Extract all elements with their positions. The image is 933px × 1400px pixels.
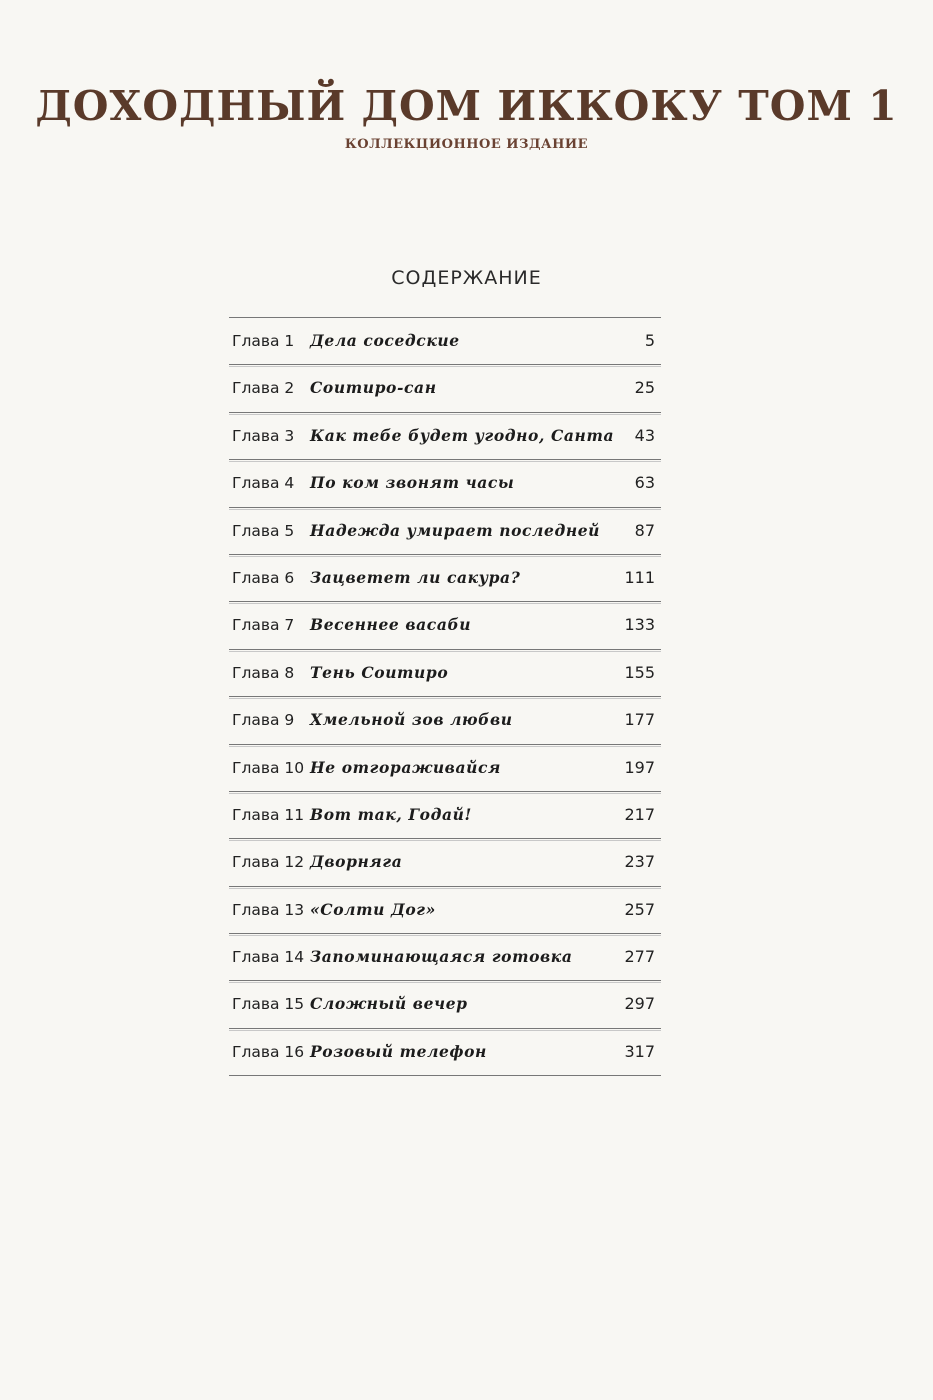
toc-row-chapter-5[interactable] <box>229 508 661 555</box>
toc-row-chapter-14[interactable] <box>229 934 661 981</box>
chapter-label: Глава 15 <box>232 995 305 1014</box>
toc-row-chapter-11[interactable] <box>229 792 661 839</box>
chapter-label: Глава 16 <box>232 1042 305 1061</box>
chapter-label: Глава 1 <box>232 332 295 350</box>
chapter-label: Глава 12 <box>232 853 305 872</box>
chapter-title: По ком звонят часы <box>310 473 515 493</box>
chapter-page: 277 <box>624 947 655 967</box>
chapter-page: 43 <box>634 425 655 445</box>
chapter-title: Соитиро-сан <box>310 378 437 398</box>
chapter-title: Вот так, Годай! <box>310 804 472 824</box>
chapter-page: 87 <box>634 520 655 540</box>
chapter-page: 317 <box>624 1041 655 1061</box>
edition-subtitle: КОЛЛЕКЦИОННОЕ ИЗДАНИЕ <box>344 137 589 152</box>
chapter-page: 63 <box>634 473 655 493</box>
chapter-page: 297 <box>624 994 655 1014</box>
toc-row-chapter-12[interactable] <box>229 839 661 886</box>
chapter-title: Сложный вечер <box>310 994 468 1014</box>
chapter-label: Глава 14 <box>232 948 305 967</box>
table-of-contents <box>229 317 661 1076</box>
toc-row-chapter-6[interactable] <box>229 555 661 602</box>
chapter-page: 257 <box>624 899 655 919</box>
chapter-page: 133 <box>624 615 655 635</box>
chapter-title: Дворняга <box>310 852 403 872</box>
chapter-title: Не отгораживайся <box>310 757 501 777</box>
chapter-title: Весеннее васаби <box>310 615 472 635</box>
chapter-page: 197 <box>624 757 655 777</box>
toc-row-chapter-15[interactable] <box>229 981 661 1028</box>
toc-row-chapter-4[interactable] <box>229 460 661 507</box>
chapter-label: Глава 9 <box>232 711 295 730</box>
chapter-page: 217 <box>624 804 655 824</box>
chapter-title: Запоминающаяся готовка <box>310 947 573 967</box>
toc-row-chapter-2[interactable] <box>229 365 661 412</box>
chapter-label: Глава 10 <box>232 758 305 777</box>
chapter-label: Глава 2 <box>232 379 295 398</box>
chapter-label: Глава 11 <box>232 805 305 824</box>
toc-row-chapter-3[interactable] <box>229 413 661 460</box>
toc-row-chapter-10[interactable] <box>229 745 661 792</box>
chapter-title: Хмельной зов любви <box>310 710 513 730</box>
chapter-label: Глава 7 <box>232 616 295 635</box>
chapter-page: 155 <box>624 662 655 682</box>
chapter-title: Как тебе будет угодно, Санта <box>310 425 615 445</box>
toc-row-chapter-16[interactable] <box>229 1029 661 1076</box>
chapter-title: «Солти Дог» <box>310 899 436 919</box>
toc-row-chapter-7[interactable] <box>229 602 661 649</box>
chapter-label: Глава 8 <box>232 663 295 682</box>
toc-row-chapter-13[interactable] <box>229 887 661 934</box>
chapter-label: Глава 4 <box>232 474 295 493</box>
book-title: ДОХОДНЫЙ ДОМ ИККОКУ ТОМ 1 <box>35 82 898 130</box>
chapter-title: Зацветет ли сакура? <box>310 567 521 587</box>
chapter-page: 5 <box>644 331 655 350</box>
toc-row-chapter-9[interactable] <box>229 697 661 744</box>
chapter-page: 237 <box>624 852 655 872</box>
chapter-label: Глава 13 <box>232 900 305 919</box>
chapter-label: Глава 6 <box>232 568 295 587</box>
toc-row-chapter-1[interactable] <box>229 318 661 365</box>
chapter-label: Глава 3 <box>232 426 295 445</box>
chapter-title: Розовый телефон <box>310 1041 487 1061</box>
contents-heading: СОДЕРЖАНИЕ <box>391 267 542 289</box>
chapter-title: Тень Соитиро <box>310 662 449 682</box>
toc-row-chapter-8[interactable] <box>229 650 661 697</box>
chapter-page: 177 <box>624 710 655 730</box>
chapter-title: Надежда умирает последней <box>310 520 601 540</box>
chapter-page: 111 <box>624 567 655 587</box>
chapter-title: Дела соседские <box>310 331 460 350</box>
chapter-label: Глава 5 <box>232 521 295 540</box>
chapter-page: 25 <box>634 378 655 398</box>
